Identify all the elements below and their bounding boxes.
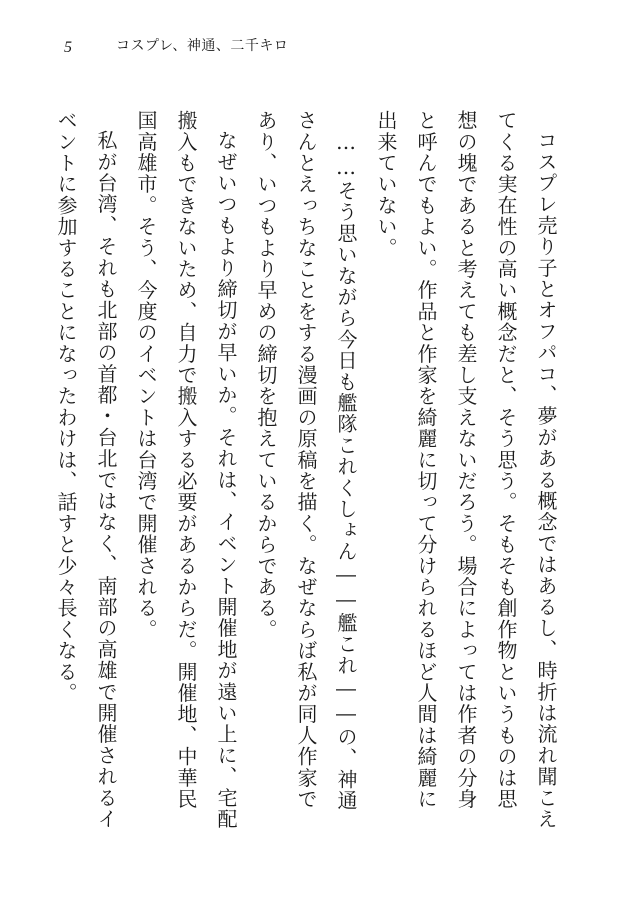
paragraph: ……そう思いながら今日も艦隊これくしょん――艦これ――の、神通さんとえっちなことをする漫画の原稿を描く。なぜならば私が同人作家であり、いつもより早めの締切を抱えているからである。 — [254, 110, 358, 812]
paragraph: なぜいつもより締切が早いか。それは、イベント開催地が遠い上に、宅配搬入もできないため、自力で搬入する必要があるからだ。開催地、中華民国高雄市。そう、今度のイベントは台湾で開催される。 — [134, 110, 238, 830]
blank-line — [6, 110, 46, 830]
paragraph — [0, 110, 6, 830]
paragraph: 私が台湾、それも北部の首都・台北ではなく、南部の高雄で開催されるイベントに参加することになったわけは、話すと少々長くなる。 — [54, 110, 118, 830]
running-title: コスプレ、神通、二千キロ — [116, 38, 289, 54]
body-text — [54, 110, 566, 830]
paragraph: コスプレ売り子とオフパコ、夢がある概念ではあるし、時折は流れ聞こえてくる実在性の高い概念だと、そう思う。そもそも創作物というものは思想の塊であると考えても差し支えないだろう。場合によっては作者の分身と呼んでもよい。作品と作家を綺麗に切って分けられるほど人間は綺麗に出来ていない。 — [374, 110, 558, 830]
page-number: 5 — [64, 39, 72, 56]
